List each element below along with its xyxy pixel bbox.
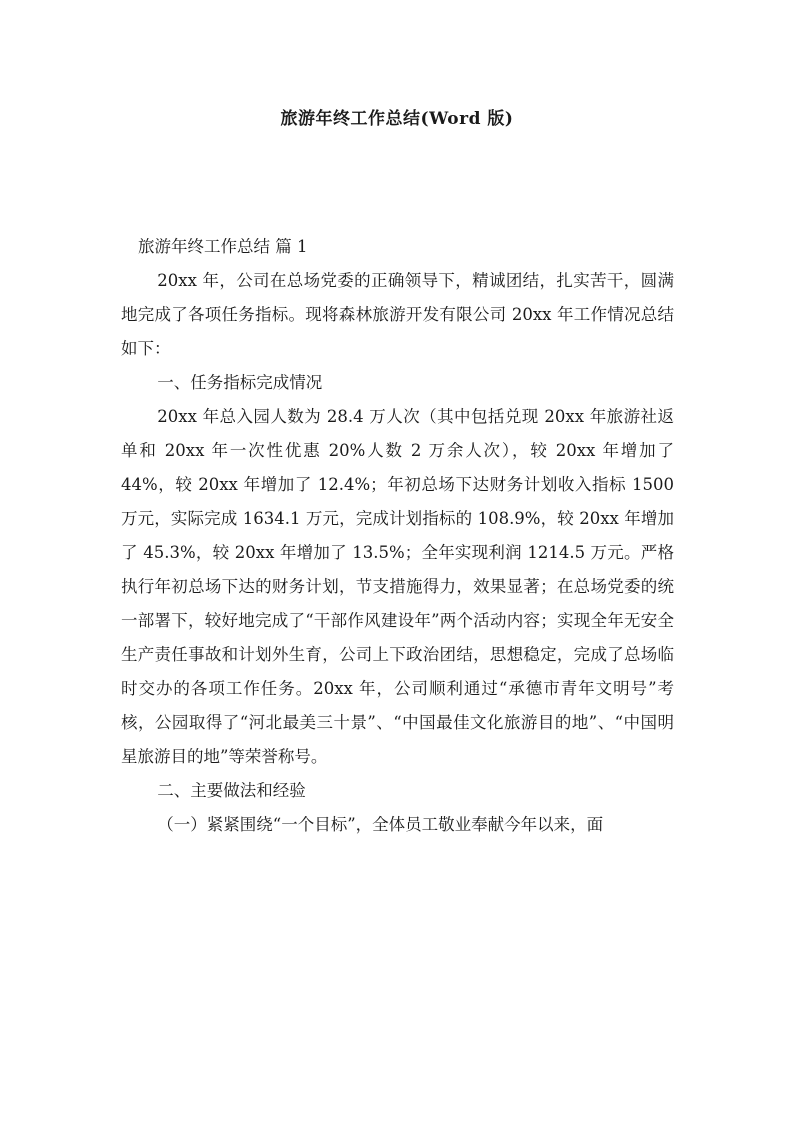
paragraph-intro: 20xx 年，公司在总场党委的正确领导下，精诚团结，扎实苦干，圆满地完成了各项任务指标。现将森林旅游开发有限公司 20xx 年工作情况总结如下： — [121, 271, 674, 358]
paragraph-one-goal: （一）紧紧围绕“一个目标”，全体员工敬业奉献今年以来，面 — [157, 815, 604, 834]
heading-main-practices: 二、主要做法和经验 — [157, 781, 306, 800]
section-subtitle: 旅游年终工作总结 篇 1 — [138, 237, 308, 256]
heading-task-completion: 一、任务指标完成情况 — [157, 373, 323, 392]
document-body — [121, 230, 674, 842]
document-title: 旅游年终工作总结(Word 版) — [280, 109, 514, 129]
paragraph-task-details: 20xx 年总入园人数为 28.4 万人次（其中包括兑现 20xx 年旅游社返单和 20xx 年一次性优惠 20%人数 2 万余人次），较 20xx 年增加了 44%，较 20xx 年增加了 12.4%；年初总场下达财务计划收入指标 1500 万元，实际完成 1634.1 万元，完成计划指标的 108.9%，较 20xx 年增加了 45.3%，较 20xx 年增加了 13.5%；全年实现利润 1214.5 万元。严格执行年初总场下达的财务计划，节支措施得力，效果显著；在总场党委的统一部署下，较好地完成了“干部作风建设年”两个活动内容；实现全年无安全生产责任事故和计划外生育，公司上下政治团结，思想稳定，完成了总场临时交办的各项工作任务。20xx 年，公司顺利通过“承德市青年文明号”考核，公园取得了“河北最美三十景”、“中国最佳文化旅游目的地”、“中国明星旅游目的地”等荣誉称号。 — [121, 407, 674, 766]
